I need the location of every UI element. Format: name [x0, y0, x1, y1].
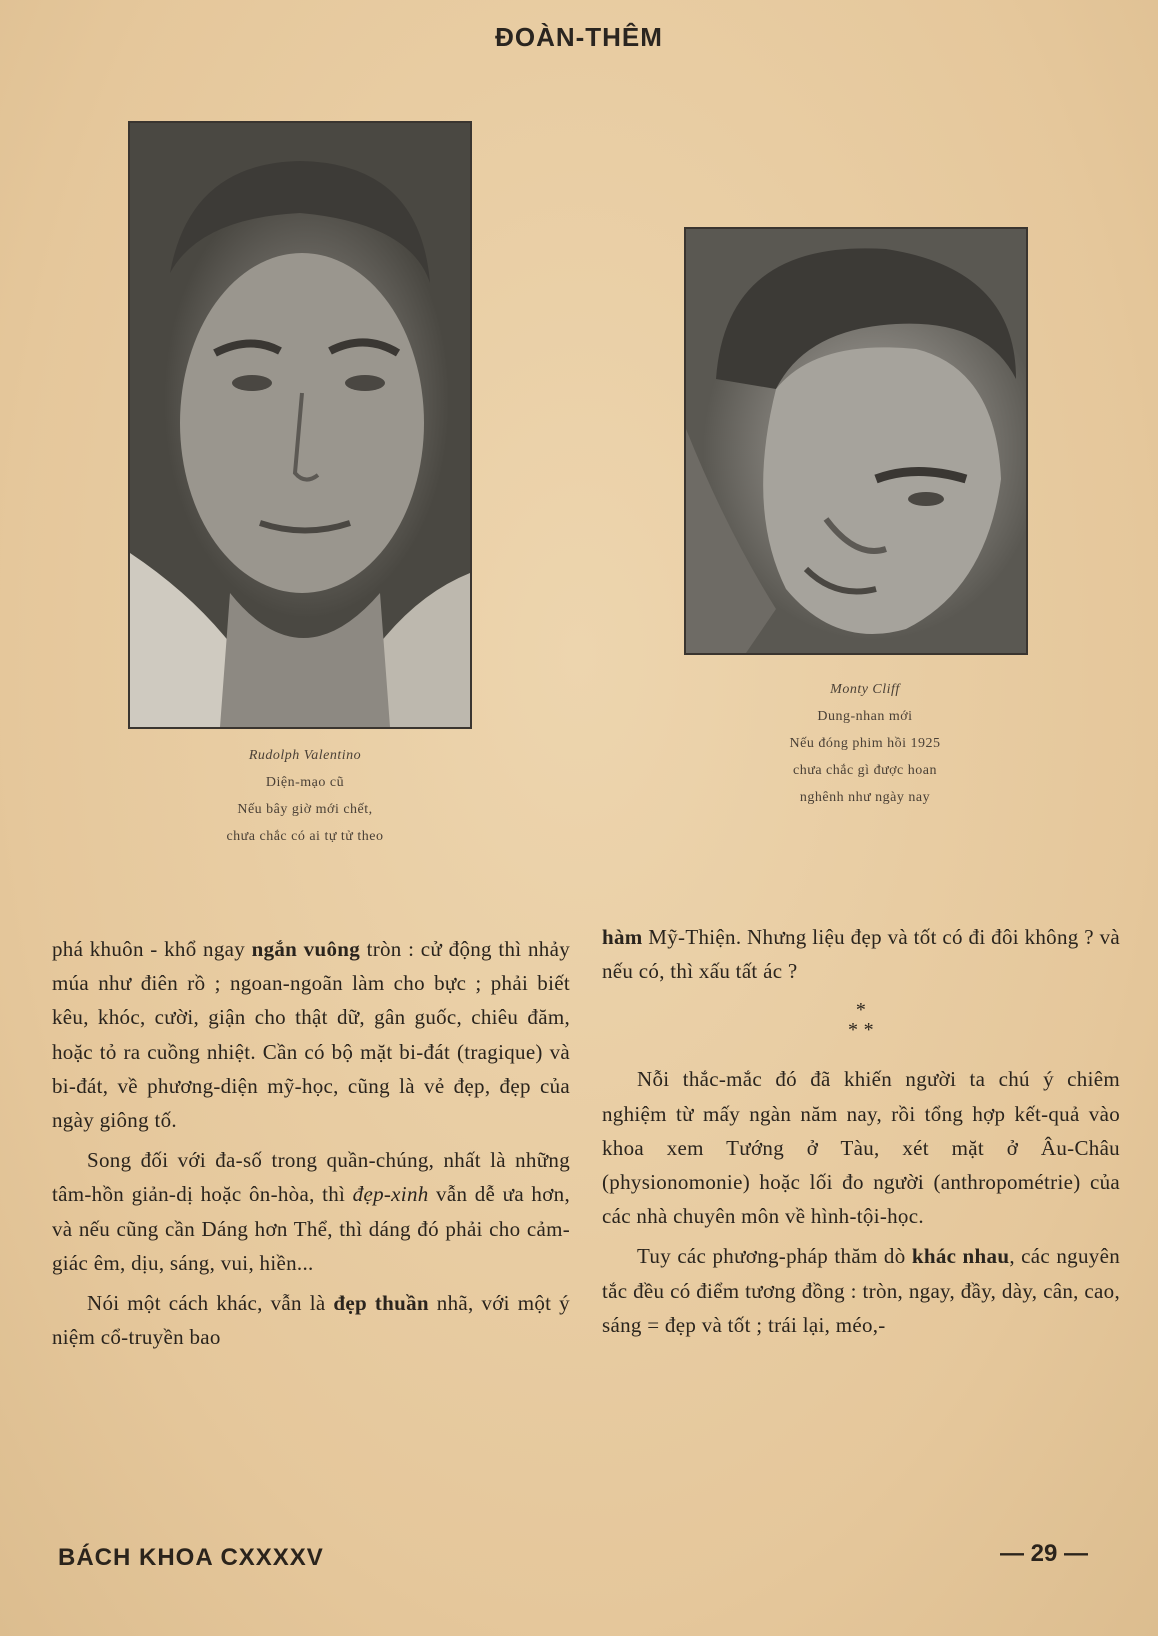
caption-line: Nếu đóng phim hồi 1925 — [789, 736, 941, 751]
italic-text: đẹp-xinh — [352, 1182, 429, 1207]
paragraph — [52, 932, 570, 1137]
text-run: , các nguyên tắc đều có điểm tương đồng : tròn, ngay, đầy, dày, cân, cao, sáng = đẹp và tốt ; trái lại, méo,- — [602, 1244, 1120, 1337]
portrait-illustration — [130, 123, 470, 727]
portrait-photo-monty-cliff — [684, 227, 1028, 655]
footer-magazine-title: BÁCH KHOA CXXXXV — [58, 1544, 324, 1571]
bold-text: khác nhau — [911, 1244, 1010, 1269]
bold-text: ngắn vuông — [251, 937, 361, 961]
caption-line: Dung-nhan mới — [817, 709, 913, 724]
caption-line: nghênh như ngày nay — [799, 790, 931, 805]
text-run: vẫn dễ ưa hơn, và nếu cũng cần Dáng hơn Thể, thì dáng đó phải cho cảm-giác êm, dịu, sáng, vui, hiền... — [52, 1182, 570, 1275]
footer-page-number: — 29 — — [999, 1540, 1088, 1567]
caption-monty-cliff — [700, 676, 1030, 811]
text-column-right — [602, 920, 1120, 1348]
paragraph — [602, 1239, 1120, 1342]
paragraph — [52, 1143, 570, 1280]
text-column-left — [52, 932, 570, 1360]
text-run: phá khuôn - khổ ngay — [52, 937, 252, 961]
caption-line: Nếu bây giờ mới chết, — [237, 802, 373, 817]
text-run: Mỹ-Thiện. Nhưng liệu đẹp và tốt có đi đôi không ? và nếu có, thì xấu tất ác ? — [602, 925, 1120, 984]
caption-valentino — [150, 742, 460, 850]
caption-name: Rudolph Valentino — [248, 748, 362, 763]
page-header-author: ĐOÀN-THÊM — [495, 22, 663, 52]
bold-text: hàm — [602, 925, 643, 949]
caption-line: chưa chắc gì được hoan — [793, 763, 937, 778]
text-run: Song đối với đa-số trong quần-chúng, nhất là những tâm-hồn giản-dị hoặc ôn-hòa, thì — [52, 1148, 570, 1207]
paragraph: Nỗi thắc-mắc đó đã khiến người ta chú ý chiêm nghiệm từ mấy ngàn năm nay, rồi tổng hợp kết-quả vào khoa xem Tướng ở Tàu, xét mặt ở Âu-Châu (physionomonie) hoặc lối đo người (anthropométrie) của các nhà chuyên môn về hình-tội-học. — [602, 1067, 1120, 1229]
text-run: Nói một cách khác, vẫn là — [87, 1291, 334, 1316]
portrait-illustration — [686, 229, 1026, 653]
paragraph — [52, 1286, 570, 1354]
text-run: Tuy các phương-pháp thăm dò — [637, 1244, 912, 1269]
caption-line: chưa chắc có ai tự tử theo — [226, 829, 384, 844]
text-run: nhã, với một ý niệm cổ-truyền bao — [52, 1291, 570, 1350]
caption-line: Diện-mạo cũ — [265, 775, 345, 790]
bold-text: đẹp thuần — [333, 1291, 429, 1316]
paragraph — [602, 920, 1120, 988]
caption-name: Monty Cliff — [830, 682, 900, 697]
portrait-photo-valentino — [128, 121, 472, 729]
section-separator-asterisks: * * * — [848, 999, 874, 1042]
text-run: tròn : cử động thì nhảy múa như điên rồ ; ngoan-ngoãn làm cho bực ; phải biết kêu, khóc, cười, giận cho thật dữ, gân guốc, chiêu đăm, hoặc tỏ ra cuồng nhiệt. Cần có bộ mặt bi-đát (tragique) và bi-đát, về phương-diện mỹ-học, cũng là vẻ đẹp, đẹp của ngày giông tố. — [52, 937, 570, 1133]
